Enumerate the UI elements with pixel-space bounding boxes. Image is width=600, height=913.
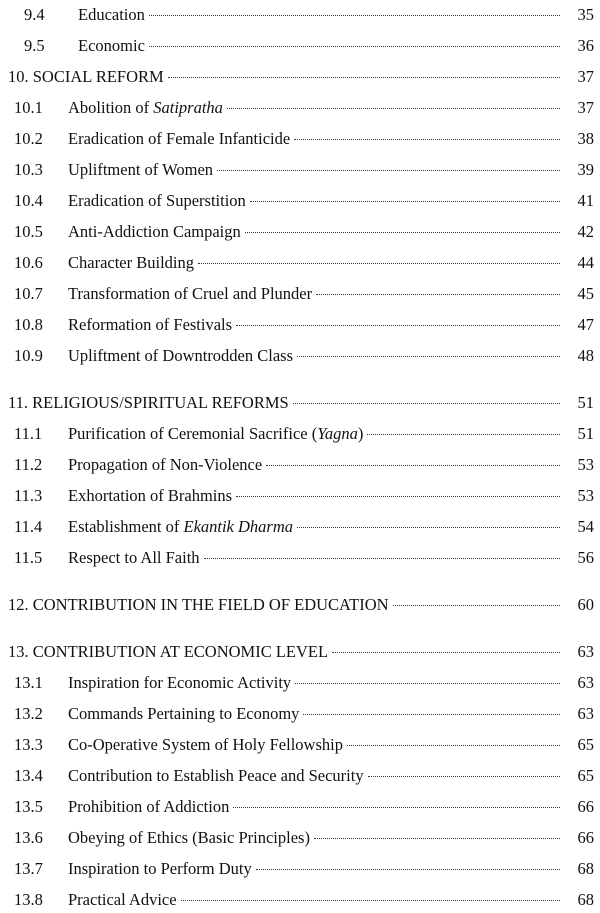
- entry-title: [68, 734, 343, 756]
- page-number: 63: [577, 673, 594, 692]
- entry-title-text: Eradication of Female Infanticide: [68, 129, 291, 148]
- toc-section-entry: [0, 221, 600, 243]
- entry-title: [68, 796, 229, 818]
- entry-title: [68, 765, 364, 787]
- section-number: 10.9: [14, 346, 43, 365]
- page-number: 54: [577, 517, 594, 536]
- dot-leader: [332, 652, 560, 653]
- entry-title: [8, 392, 289, 414]
- section-number: 13.2: [14, 704, 43, 723]
- dot-leader: [266, 465, 560, 466]
- section-number: 10.8: [14, 315, 43, 334]
- entry-title-text: Purification of Ceremonial Sacrifice (: [68, 424, 318, 443]
- entry-title: [68, 314, 232, 336]
- toc-section-entry: [0, 423, 600, 445]
- dot-leader: [236, 325, 560, 326]
- section-number: 11.1: [14, 424, 43, 443]
- toc-section-entry: [0, 4, 600, 26]
- toc-section-entry: [0, 703, 600, 725]
- toc-section-entry: [0, 159, 600, 181]
- entry-title-text: Co-Operative System of Holy Fellowship: [68, 735, 343, 754]
- page-number: 63: [577, 704, 594, 723]
- entry-title-text: Eradication of Superstition: [68, 191, 246, 210]
- entry-title-suffix: ): [357, 424, 364, 443]
- dot-leader: [245, 232, 560, 233]
- entry-title-text: Upliftment of Downtrodden Class: [68, 346, 294, 365]
- entry-title-text: Contribution to Establish Peace and Security: [68, 766, 364, 785]
- dot-leader: [168, 77, 560, 78]
- entry-title: [68, 703, 299, 725]
- entry-title-text: Commands Pertaining to Economy: [68, 704, 300, 723]
- entry-title-text: Upliftment of Women: [68, 160, 214, 179]
- dot-leader: [204, 558, 560, 559]
- dot-leader: [393, 605, 560, 606]
- toc-chapter-entry: [0, 641, 600, 663]
- entry-title: [68, 454, 262, 476]
- entry-title: [68, 221, 241, 243]
- section-number: 11.5: [14, 548, 43, 567]
- entry-title: [68, 159, 213, 181]
- entry-title-text: Education: [78, 5, 145, 24]
- dot-leader: [314, 838, 560, 839]
- page-number: 68: [577, 859, 594, 878]
- page-number: 38: [577, 129, 594, 148]
- section-number: 13.3: [14, 735, 43, 754]
- dot-leader: [297, 356, 560, 357]
- page-number: 37: [577, 98, 594, 117]
- section-number: 10.5: [14, 222, 43, 241]
- entry-title-text: Character Building: [68, 253, 195, 272]
- page-number: 53: [577, 455, 594, 474]
- entry-title: [68, 423, 363, 445]
- toc-chapter-entry: [0, 392, 600, 414]
- section-number: 13.5: [14, 797, 43, 816]
- dot-leader: [368, 776, 560, 777]
- section-number: 10.7: [14, 284, 43, 303]
- toc-section-entry: [0, 252, 600, 274]
- entry-title: [68, 672, 291, 694]
- dot-leader: [316, 294, 560, 295]
- dot-leader: [347, 745, 560, 746]
- dot-leader: [295, 683, 560, 684]
- toc-section-entry: [0, 190, 600, 212]
- section-number: 10.3: [14, 160, 43, 179]
- page-number: 51: [577, 393, 594, 412]
- entry-title: [8, 641, 328, 663]
- dot-leader: [297, 527, 560, 528]
- entry-title-text: Propagation of Non-Violence: [68, 455, 263, 474]
- dot-leader: [198, 263, 560, 264]
- page-number: 65: [577, 766, 594, 785]
- entry-title: [8, 66, 164, 88]
- section-number: 9.4: [24, 5, 45, 24]
- dot-leader: [149, 46, 560, 47]
- section-number: 10.1: [14, 98, 43, 117]
- page-number: 53: [577, 486, 594, 505]
- entry-title: [78, 35, 145, 57]
- entry-title: [68, 97, 223, 119]
- entry-title-text: 13. CONTRIBUTION AT ECONOMIC LEVEL: [8, 642, 329, 661]
- toc-section-entry: [0, 128, 600, 150]
- entry-title: [68, 889, 177, 911]
- toc-section-entry: [0, 454, 600, 476]
- toc-section-entry: [0, 345, 600, 367]
- section-number: 11.2: [14, 455, 43, 474]
- entry-title-text: 12. CONTRIBUTION IN THE FIELD OF EDUCATION: [8, 595, 389, 614]
- entry-title-text: Respect to All Faith: [68, 548, 200, 567]
- entry-title: [68, 190, 246, 212]
- toc-chapter-entry: [0, 66, 600, 88]
- entry-title: [68, 827, 310, 849]
- dot-leader: [367, 434, 560, 435]
- page-number: 35: [577, 5, 594, 24]
- dot-leader: [233, 807, 560, 808]
- entry-title-text: Economic: [78, 36, 145, 55]
- toc-section-entry: [0, 314, 600, 336]
- entry-title-text: Inspiration for Economic Activity: [68, 673, 292, 692]
- toc-section-entry: [0, 283, 600, 305]
- entry-title-text: Abolition of: [68, 98, 154, 117]
- section-number: 10.6: [14, 253, 43, 272]
- toc-section-entry: [0, 765, 600, 787]
- page-number: 42: [577, 222, 594, 241]
- page-number: 39: [577, 160, 594, 179]
- toc-section-entry: [0, 858, 600, 880]
- page-number: 51: [577, 424, 594, 443]
- entry-title-italic: Satipratha: [153, 98, 223, 117]
- section-number: 13.7: [14, 859, 43, 878]
- entry-title: [68, 547, 200, 569]
- entry-title-text: Establishment of: [68, 517, 184, 536]
- page-number: 60: [577, 595, 594, 614]
- dot-leader: [250, 201, 560, 202]
- entry-title-italic: Yagna: [317, 424, 358, 443]
- toc-section-entry: [0, 97, 600, 119]
- section-number: 10.2: [14, 129, 43, 148]
- dot-leader: [293, 403, 560, 404]
- page-number: 41: [577, 191, 594, 210]
- entry-title-text: 11. RELIGIOUS/SPIRITUAL REFORMS: [8, 393, 289, 412]
- toc-section-entry: [0, 889, 600, 911]
- entry-title-text: Anti-Addiction Campaign: [68, 222, 241, 241]
- section-number: 13.4: [14, 766, 43, 785]
- section-number: 9.5: [24, 36, 45, 55]
- entry-title-italic: Ekantik Dharma: [183, 517, 294, 536]
- section-number: 11.3: [14, 486, 43, 505]
- page-number: 47: [577, 315, 594, 334]
- dot-leader: [149, 15, 560, 16]
- entry-title: [68, 485, 232, 507]
- toc-section-entry: [0, 485, 600, 507]
- entry-title: [68, 252, 194, 274]
- entry-title-text: Practical Advice: [68, 890, 177, 909]
- toc-chapter-entry: [0, 594, 600, 616]
- page-number: 65: [577, 735, 594, 754]
- page-number: 45: [577, 284, 594, 303]
- entry-title-text: Obeying of Ethics (Basic Principles): [68, 828, 310, 847]
- toc-section-entry: [0, 516, 600, 538]
- section-number: 13.1: [14, 673, 43, 692]
- entry-title-text: Inspiration to Perform Duty: [68, 859, 252, 878]
- entry-title-text: 10. SOCIAL REFORM: [8, 67, 164, 86]
- page-number: 66: [577, 797, 594, 816]
- entry-title: [8, 594, 389, 616]
- entry-title: [68, 858, 252, 880]
- page-number: 63: [577, 642, 594, 661]
- dot-leader: [236, 496, 560, 497]
- toc-section-entry: [0, 734, 600, 756]
- toc-section-entry: [0, 827, 600, 849]
- page-number: 37: [577, 67, 594, 86]
- toc-section-entry: [0, 796, 600, 818]
- entry-title-text: Exhortation of Brahmins: [68, 486, 233, 505]
- entry-title-text: Transformation of Cruel and Plunder: [68, 284, 313, 303]
- section-number: 11.4: [14, 517, 43, 536]
- dot-leader: [181, 900, 560, 901]
- dot-leader: [227, 108, 560, 109]
- dot-leader: [294, 139, 560, 140]
- toc-section-entry: [0, 35, 600, 57]
- page-number: 44: [577, 253, 594, 272]
- entry-title: [78, 4, 145, 26]
- entry-title: [68, 283, 312, 305]
- page-number: 36: [577, 36, 594, 55]
- entry-title-text: Prohibition of Addiction: [68, 797, 230, 816]
- entry-title-text: Reformation of Festivals: [68, 315, 233, 334]
- dot-leader: [256, 869, 560, 870]
- section-number: 13.8: [14, 890, 43, 909]
- page-number: 68: [577, 890, 594, 909]
- section-number: 13.6: [14, 828, 43, 847]
- dot-leader: [303, 714, 560, 715]
- toc-section-entry: [0, 547, 600, 569]
- page-number: 66: [577, 828, 594, 847]
- section-number: 10.4: [14, 191, 43, 210]
- dot-leader: [217, 170, 560, 171]
- page-number: 56: [577, 548, 594, 567]
- page-number: 48: [577, 346, 594, 365]
- entry-title: [68, 345, 293, 367]
- toc-section-entry: [0, 672, 600, 694]
- entry-title: [68, 128, 290, 150]
- entry-title: [68, 516, 293, 538]
